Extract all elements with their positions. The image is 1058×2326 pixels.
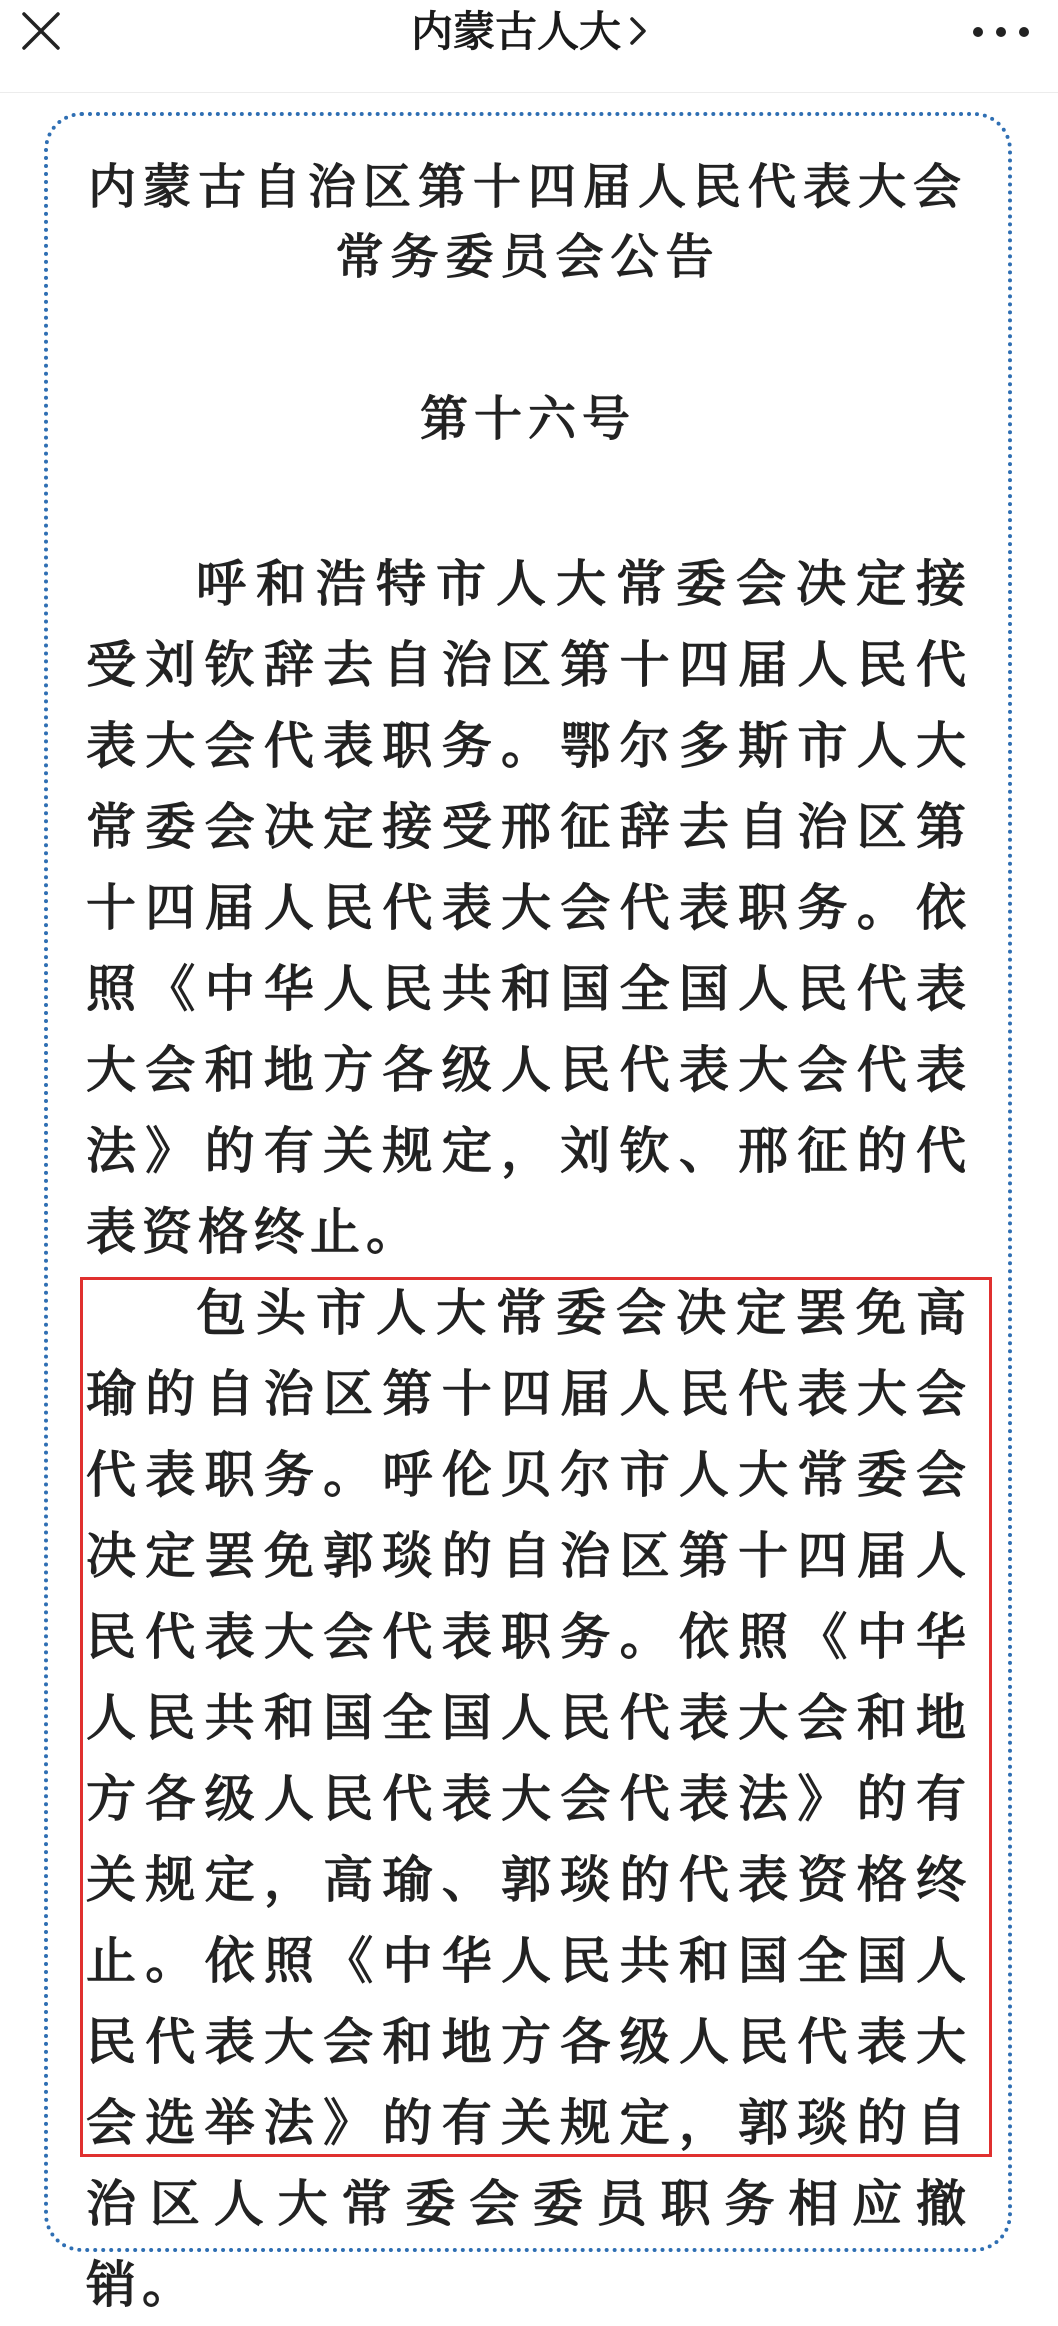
announcement-title-line1: 内蒙古自治区第十四届人民代表大会 (87, 159, 968, 215)
more-icon[interactable] (966, 14, 1036, 50)
account-name-label: 内蒙古人大 (410, 7, 621, 56)
announcement-paragraph-2: 包头市人大常委会决定罢免高瑜的自治区第十四届人民代表大会代表职务。呼伦贝尔市人大常委会决定罢免郭琰的自治区第十四届人民代表大会代表职务。依照《中华人民共和国全国人民代表大会和地方各级人民代表大会代表法》的有关规定，高瑜、郭琰的代表资格终止。依照《中华人民共和国全国人民代表大会和地方各级人民代表大会选举法》的有关规定，郭琰的自治区人大常委会委员职务相应撤销。 (86, 1284, 972, 2314)
announcement-paragraph-1: 呼和浩特市人大常委会决定接受刘钦辞去自治区第十四届人民代表大会代表职务。鄂尔多斯市人大常委会决定接受邢征辞去自治区第十四届人民代表大会代表职务。依照《中华人民共和国全国人民代表大会和地方各级人民代表大会代表法》的有关规定，刘钦、邢征的代表资格终止。 (86, 555, 972, 1261)
account-title-area (0, 0, 1058, 64)
top-navigation-bar (0, 0, 1058, 93)
close-icon[interactable] (18, 8, 66, 56)
account-name-button[interactable] (411, 0, 647, 64)
announcement-title-line2: 常务委员会公告 (335, 229, 721, 285)
announcement-number: 第十六号 (419, 391, 636, 447)
chevron-right-icon (629, 0, 647, 64)
